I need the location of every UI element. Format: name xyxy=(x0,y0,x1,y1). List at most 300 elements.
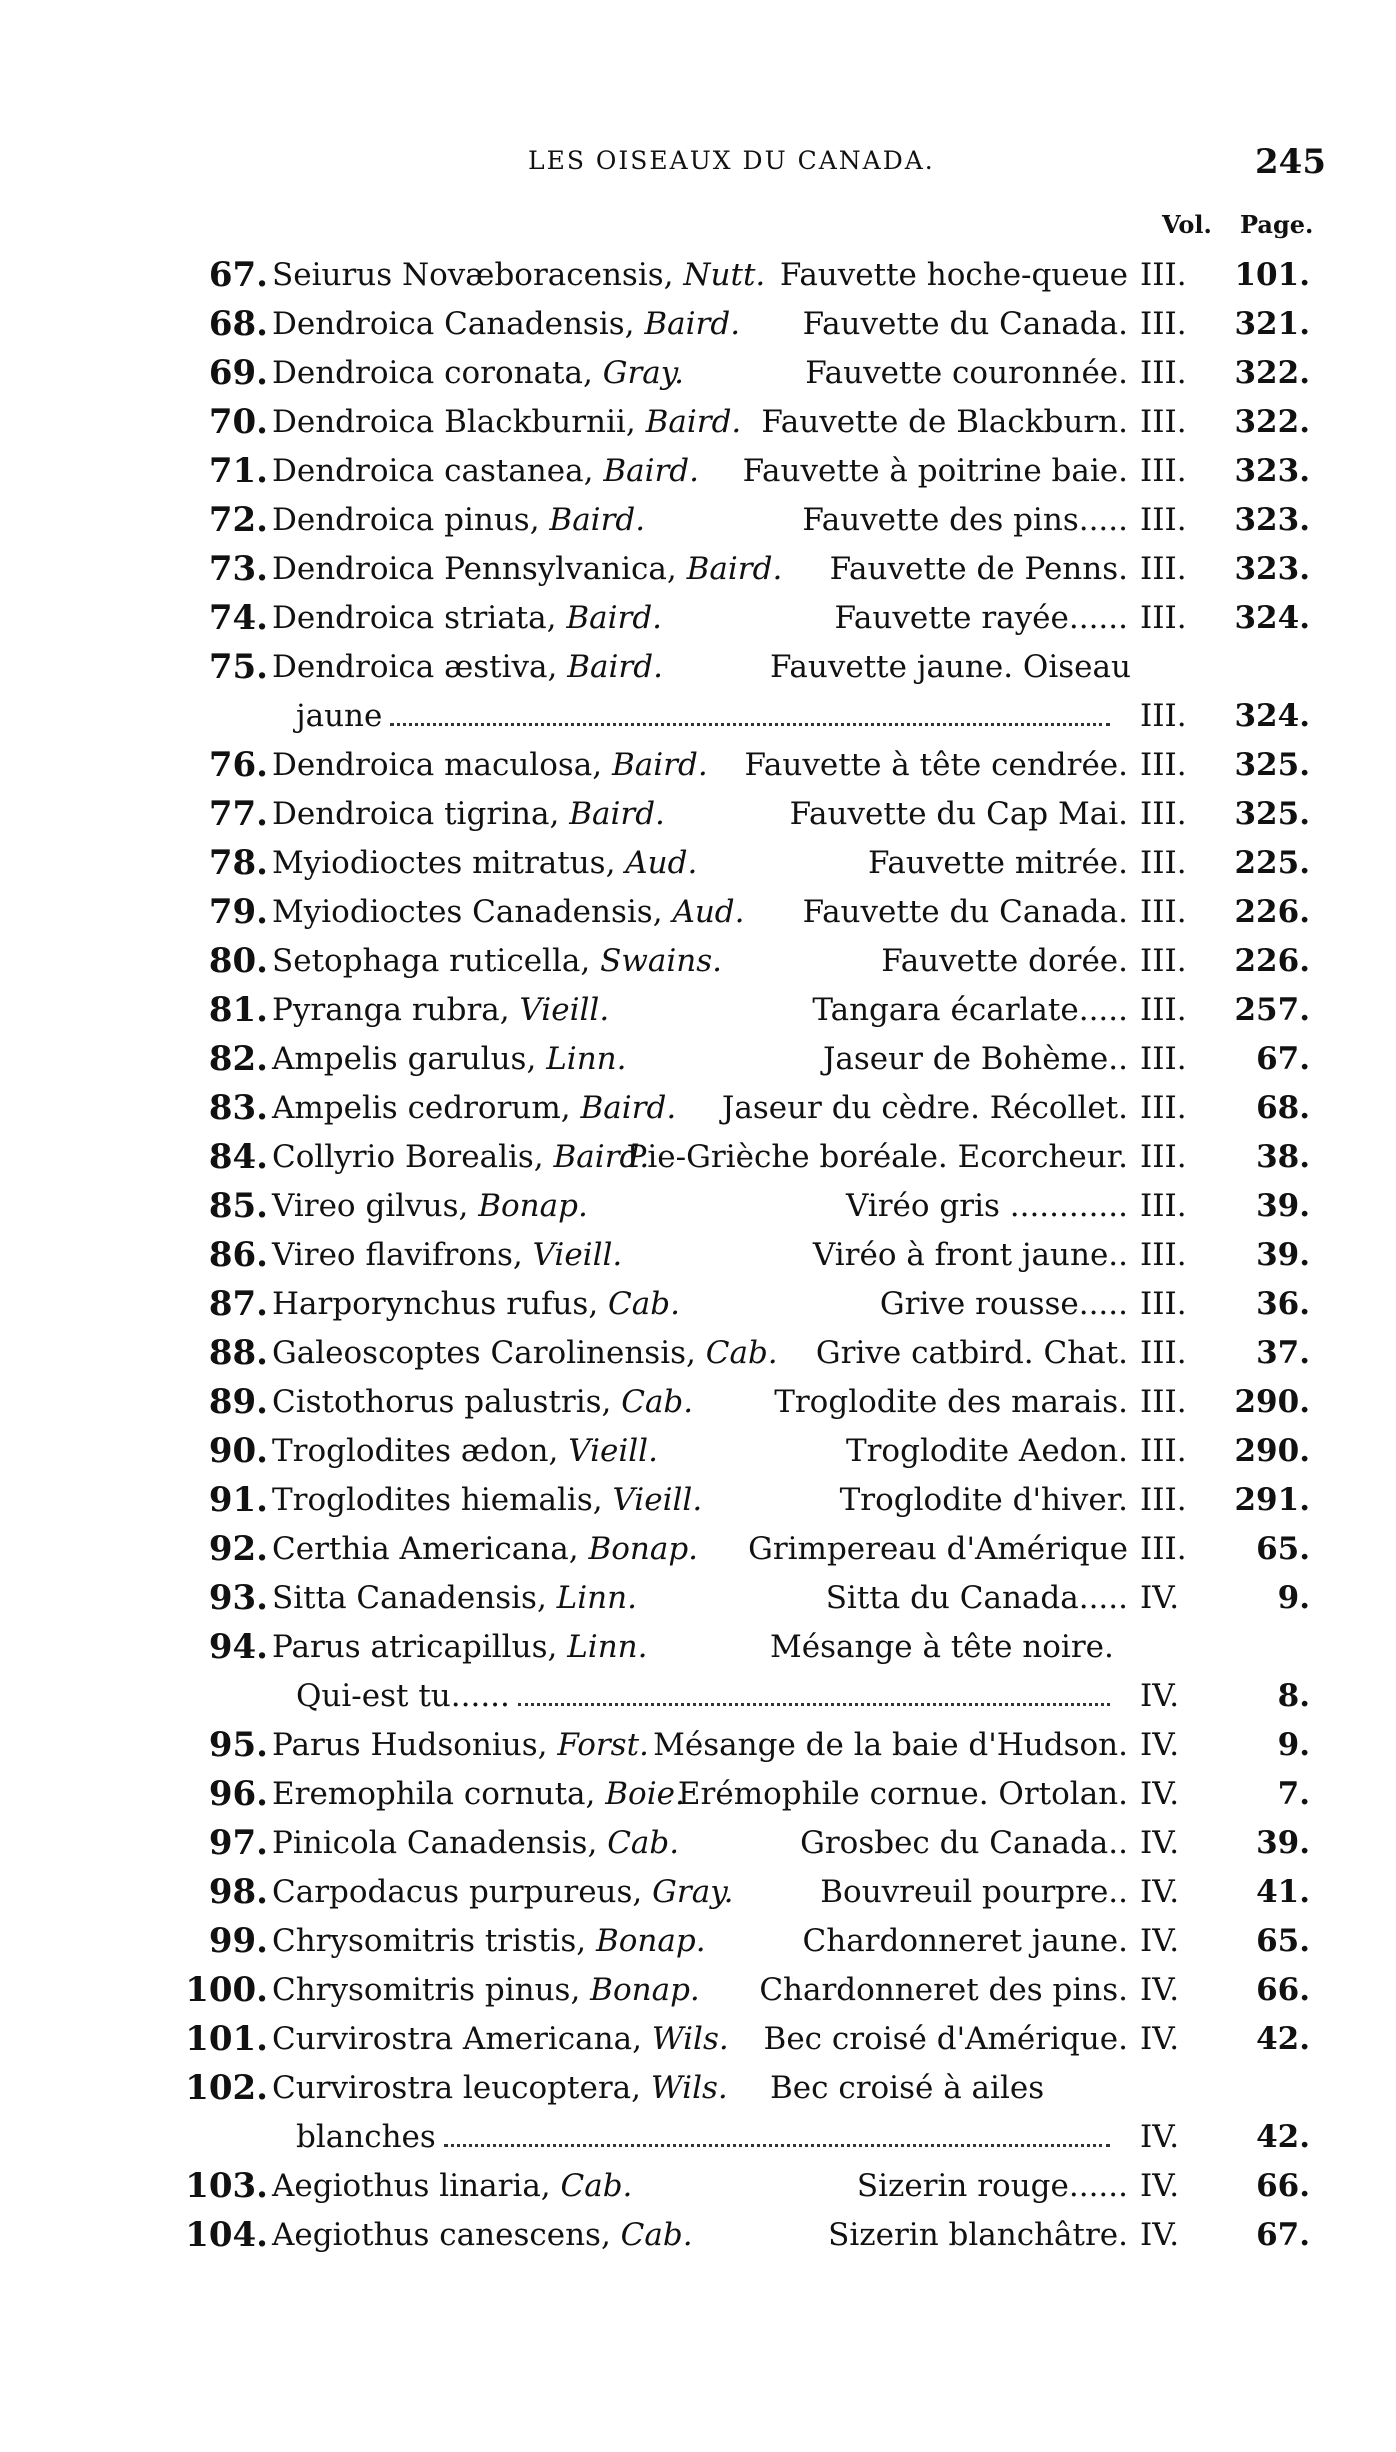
list-item xyxy=(0,1477,1396,1526)
page-ref: 225. xyxy=(1234,845,1310,881)
volume-ref: III. xyxy=(1140,1384,1187,1420)
entry-number: 68. xyxy=(208,304,268,344)
french-name: Fauvette mitrée. xyxy=(868,845,1128,881)
entry-line xyxy=(0,644,1396,693)
french-name: Fauvette du Cap Mai. xyxy=(789,796,1128,832)
scientific-name xyxy=(272,992,609,1028)
scientific-name-text: Sitta Canadensis, xyxy=(272,1580,547,1616)
authority-name: Cab. xyxy=(608,1286,680,1322)
authority-name: Gray. xyxy=(652,1874,734,1910)
authority-name: Aud. xyxy=(672,894,745,930)
page-ref: 101. xyxy=(1234,257,1310,293)
list-item xyxy=(0,252,1396,301)
scientific-name-text: Curvirostra Americana, xyxy=(272,2021,642,2057)
authority-name: Baird. xyxy=(580,1090,677,1126)
entry-number: 91. xyxy=(208,1480,268,1520)
entry-number: 86. xyxy=(208,1235,268,1275)
entry-line xyxy=(0,1379,1396,1428)
authority-name: Wils. xyxy=(650,2070,728,2106)
french-name: Fauvette du Canada. xyxy=(802,306,1128,342)
page-ref: 9. xyxy=(1277,1580,1310,1616)
scientific-name xyxy=(272,796,665,832)
entry-line xyxy=(0,1820,1396,1869)
scientific-name xyxy=(272,600,662,636)
entry-line xyxy=(0,301,1396,350)
scientific-name xyxy=(272,1580,637,1616)
volume-ref: III. xyxy=(1140,943,1187,979)
entry-number: 80. xyxy=(208,941,268,981)
volume-ref: III. xyxy=(1140,1041,1187,1077)
volume-ref: III. xyxy=(1140,404,1187,440)
scientific-name xyxy=(272,1090,676,1126)
entry-line xyxy=(0,2016,1396,2065)
entry-line xyxy=(0,2065,1396,2114)
entry-line xyxy=(0,1281,1396,1330)
entry-number: 69. xyxy=(208,353,268,393)
list-item xyxy=(0,1281,1396,1330)
volume-ref: IV. xyxy=(1140,1972,1180,2008)
volume-ref: IV. xyxy=(1140,1727,1180,1763)
volume-ref: IV. xyxy=(1140,1776,1180,1812)
authority-name: Swains. xyxy=(600,943,722,979)
scientific-name xyxy=(272,306,740,342)
entry-line xyxy=(0,252,1396,301)
volume-ref: III. xyxy=(1140,1237,1187,1273)
entry-continuation-line xyxy=(0,1673,1396,1722)
list-item xyxy=(0,595,1396,644)
volume-ref: IV. xyxy=(1140,1580,1180,1616)
entry-number: 92. xyxy=(208,1529,268,1569)
scientific-name xyxy=(272,1286,680,1322)
authority-name: Baird. xyxy=(612,747,708,783)
scientific-name xyxy=(272,2217,693,2253)
entry-line xyxy=(0,840,1396,889)
scientific-name xyxy=(272,943,722,979)
scientific-name-text: Dendroica Pennsylvanica, xyxy=(272,551,677,587)
page-ref: 39. xyxy=(1256,1188,1310,1224)
page-ref: 9. xyxy=(1277,1727,1310,1763)
authority-name: Baird. xyxy=(549,502,646,538)
entry-line xyxy=(0,595,1396,644)
entry-line xyxy=(0,938,1396,987)
french-name: Fauvette de Penns. xyxy=(829,551,1128,587)
entry-line xyxy=(0,448,1396,497)
list-item xyxy=(0,840,1396,889)
scientific-name-text: Pyranga rubra, xyxy=(272,992,510,1028)
entry-line xyxy=(0,1918,1396,1967)
scientific-name-text: Dendroica Blackburnii, xyxy=(272,404,636,440)
list-item xyxy=(0,497,1396,546)
french-name: Fauvette dorée. xyxy=(881,943,1128,979)
entry-line xyxy=(0,2212,1396,2261)
volume-ref: III. xyxy=(1140,453,1187,489)
page-ref: 8. xyxy=(1277,1678,1310,1714)
volume-ref: III. xyxy=(1140,845,1187,881)
scientific-name xyxy=(272,453,699,489)
entry-line xyxy=(0,350,1396,399)
entry-number: 83. xyxy=(208,1088,268,1128)
page-ref: 36. xyxy=(1256,1286,1310,1322)
page-ref: 257. xyxy=(1234,992,1310,1028)
scientific-name-text: Dendroica maculosa, xyxy=(272,747,603,783)
entry-number: 99. xyxy=(208,1921,268,1961)
french-name: Bouvreuil pourpre.. xyxy=(820,1874,1128,1910)
french-name: Fauvette des pins..... xyxy=(802,502,1128,538)
list-item xyxy=(0,742,1396,791)
authority-name: Baird. xyxy=(553,1139,650,1175)
list-item xyxy=(0,546,1396,595)
entry-line xyxy=(0,1134,1396,1183)
list-item xyxy=(0,1526,1396,1575)
page-ref: 38. xyxy=(1256,1139,1310,1175)
volume-ref: III. xyxy=(1140,1286,1187,1322)
scientific-name-text: Myiodioctes Canadensis, xyxy=(272,894,663,930)
french-name: Fauvette couronnée. xyxy=(805,355,1128,391)
french-name: Viréo gris ............ xyxy=(845,1188,1128,1224)
scientific-name xyxy=(272,257,765,293)
scientific-name-text: Aegiothus canescens, xyxy=(272,2217,611,2253)
entry-line xyxy=(0,497,1396,546)
scientific-name-text: Vireo flavifrons, xyxy=(272,1237,523,1273)
scientific-name xyxy=(272,1139,649,1175)
page-ref: 68. xyxy=(1256,1090,1310,1126)
entry-number: 102. xyxy=(185,2068,268,2108)
entry-number: 93. xyxy=(208,1578,268,1618)
list-item xyxy=(0,1036,1396,1085)
entry-number: 88. xyxy=(208,1333,268,1373)
entry-line xyxy=(0,1428,1396,1477)
volume-ref: III. xyxy=(1140,1335,1187,1371)
page-ref: 323. xyxy=(1234,502,1310,538)
page-ref: 290. xyxy=(1234,1433,1310,1469)
authority-name: Vieill. xyxy=(532,1237,623,1273)
french-name: Fauvette de Blackburn. xyxy=(761,404,1128,440)
scientific-name-text: Myiodioctes mitratus, xyxy=(272,845,616,881)
page-ref: 42. xyxy=(1256,2021,1310,2057)
entry-number: 78. xyxy=(208,843,268,883)
french-name: Jaseur de Bohème.. xyxy=(822,1041,1128,1077)
volume-ref: III. xyxy=(1140,698,1187,734)
scientific-name-text: Dendroica pinus, xyxy=(272,502,540,538)
entry-line xyxy=(0,742,1396,791)
scientific-name xyxy=(272,747,708,783)
list-item xyxy=(0,2016,1396,2065)
page-ref: 324. xyxy=(1234,698,1310,734)
list-item xyxy=(0,1134,1396,1183)
scientific-name-text: Carpodacus purpureus, xyxy=(272,1874,643,1910)
page-ref: 37. xyxy=(1256,1335,1310,1371)
continuation-text: jaune xyxy=(296,698,383,734)
list-item xyxy=(0,1771,1396,1820)
scientific-name-text: Troglodites hiemalis, xyxy=(272,1482,603,1518)
scientific-name xyxy=(272,1482,702,1518)
french-name: Bec croisé d'Amérique. xyxy=(763,2021,1128,2057)
list-item xyxy=(0,1232,1396,1281)
volume-ref: III. xyxy=(1140,306,1187,342)
page-ref: 290. xyxy=(1234,1384,1310,1420)
volume-ref: III. xyxy=(1140,1188,1187,1224)
list-item xyxy=(0,448,1396,497)
french-name: Mésange de la baie d'Hudson. xyxy=(653,1727,1128,1763)
authority-name: Baird. xyxy=(644,306,741,342)
scientific-name xyxy=(272,649,663,685)
french-name: Sitta du Canada..... xyxy=(825,1580,1128,1616)
dot-leader xyxy=(390,722,1110,726)
scientific-name xyxy=(272,1629,647,1665)
volume-ref: III. xyxy=(1140,1090,1187,1126)
scientific-name xyxy=(272,2070,728,2106)
list-item xyxy=(0,938,1396,987)
list-item xyxy=(0,1575,1396,1624)
page-ref: 322. xyxy=(1234,404,1310,440)
entry-line xyxy=(0,2163,1396,2212)
volume-ref: III. xyxy=(1140,1433,1187,1469)
scientific-name-text: Chrysomitris pinus, xyxy=(272,1972,581,2008)
page-ref: 322. xyxy=(1234,355,1310,391)
scientific-name xyxy=(272,1237,622,1273)
authority-name: Baird. xyxy=(686,551,783,587)
page-ref: 7. xyxy=(1277,1776,1310,1812)
species-list xyxy=(0,252,1396,2261)
page-ref: 226. xyxy=(1234,943,1310,979)
volume-ref: IV. xyxy=(1140,2168,1180,2204)
entry-line xyxy=(0,1624,1396,1673)
scientific-name-text: Aegiothus linaria, xyxy=(272,2168,551,2204)
list-item xyxy=(0,1820,1396,1869)
page-ref: 324. xyxy=(1234,600,1310,636)
scientific-name xyxy=(272,1776,685,1812)
entry-number: 84. xyxy=(208,1137,268,1177)
french-name: Fauvette hoche-queue xyxy=(779,257,1128,293)
authority-name: Vieill. xyxy=(568,1433,658,1469)
list-item xyxy=(0,2212,1396,2261)
scientific-name xyxy=(272,502,645,538)
page-ref: 291. xyxy=(1234,1482,1310,1518)
volume-ref: IV. xyxy=(1140,2119,1180,2155)
french-name: Sizerin blanchâtre. xyxy=(828,2217,1128,2253)
scientific-name-text: Dendroica coronata, xyxy=(272,355,593,391)
page-ref: 323. xyxy=(1234,453,1310,489)
entry-number: 72. xyxy=(208,500,268,540)
scientific-name-text: Dendroica striata, xyxy=(272,600,557,636)
entry-number: 76. xyxy=(208,745,268,785)
scientific-name-text: Cistothorus palustris, xyxy=(272,1384,612,1420)
french-name: Sizerin rouge...... xyxy=(856,2168,1128,2204)
scientific-name-text: Troglodites ædon, xyxy=(272,1433,559,1469)
volume-ref: IV. xyxy=(1140,1825,1180,1861)
volume-ref: III. xyxy=(1140,600,1187,636)
french-name: Chardonneret des pins. xyxy=(759,1972,1128,2008)
authority-name: Boie. xyxy=(605,1776,685,1812)
french-name: Fauvette rayée...... xyxy=(834,600,1128,636)
entry-number: 101. xyxy=(185,2019,268,2059)
dot-leader xyxy=(444,2143,1110,2147)
authority-name: Vieill. xyxy=(519,992,610,1028)
volume-ref: III. xyxy=(1140,894,1187,930)
authority-name: Gray. xyxy=(602,355,685,391)
entry-number: 104. xyxy=(185,2215,268,2255)
running-title: LES OISEAUX DU CANADA. xyxy=(528,146,935,175)
scientific-name-text: Parus Hudsonius, xyxy=(272,1727,548,1763)
continuation xyxy=(296,698,1118,734)
volume-ref: III. xyxy=(1140,1139,1187,1175)
entry-number: 96. xyxy=(208,1774,268,1814)
list-item xyxy=(0,1918,1396,1967)
scientific-name-text: Ampelis cedrorum, xyxy=(272,1090,571,1126)
entry-line xyxy=(0,889,1396,938)
scientific-name-text: Dendroica tigrina, xyxy=(272,796,560,832)
volume-ref: III. xyxy=(1140,747,1187,783)
volume-ref: IV. xyxy=(1140,2021,1180,2057)
entry-number: 90. xyxy=(208,1431,268,1471)
volume-ref: III. xyxy=(1140,1531,1187,1567)
authority-name: Baird. xyxy=(645,404,742,440)
entry-line xyxy=(0,1967,1396,2016)
list-item xyxy=(0,1722,1396,1771)
authority-name: Linn. xyxy=(546,1041,627,1077)
authority-name: Vieill. xyxy=(612,1482,703,1518)
list-item xyxy=(0,889,1396,938)
list-item xyxy=(0,301,1396,350)
entry-line xyxy=(0,1330,1396,1379)
french-name: Erémophile cornue. Ortolan. xyxy=(677,1776,1128,1812)
continuation-text: Qui-est tu...... xyxy=(296,1678,510,1714)
scientific-name xyxy=(272,894,745,930)
french-name: Fauvette à poitrine baie. xyxy=(742,453,1128,489)
entry-line xyxy=(0,1526,1396,1575)
list-item xyxy=(0,1428,1396,1477)
scientific-name-text: Dendroica æstiva, xyxy=(272,649,558,685)
french-name: Chardonneret jaune. xyxy=(802,1923,1128,1959)
volume-ref: III. xyxy=(1140,257,1187,293)
authority-name: Linn. xyxy=(556,1580,637,1616)
page-ref: 67. xyxy=(1256,1041,1310,1077)
authority-name: Bonap. xyxy=(590,1972,700,2008)
scientific-name-text: Eremophila cornuta, xyxy=(272,1776,596,1812)
entry-number: 81. xyxy=(208,990,268,1030)
authority-name: Aud. xyxy=(625,845,698,881)
list-item xyxy=(0,1330,1396,1379)
scientific-name xyxy=(272,1041,626,1077)
authority-name: Bonap. xyxy=(478,1188,588,1224)
volume-ref: III. xyxy=(1140,355,1187,391)
page-ref: 67. xyxy=(1256,2217,1310,2253)
scientific-name xyxy=(272,845,697,881)
page-ref: 323. xyxy=(1234,551,1310,587)
authority-name: Forst. xyxy=(557,1727,649,1763)
entry-number: 71. xyxy=(208,451,268,491)
authority-name: Cab. xyxy=(620,2217,693,2253)
entry-number: 77. xyxy=(208,794,268,834)
entry-number: 89. xyxy=(208,1382,268,1422)
authority-name: Linn. xyxy=(567,1629,648,1665)
page-ref: 39. xyxy=(1256,1237,1310,1273)
volume-ref: III. xyxy=(1140,992,1187,1028)
column-header-page: Page. xyxy=(1240,210,1314,239)
volume-ref: IV. xyxy=(1140,1874,1180,1910)
page-ref: 42. xyxy=(1256,2119,1310,2155)
scientific-name xyxy=(272,1825,679,1861)
french-name: Fauvette du Canada. xyxy=(802,894,1128,930)
authority-name: Nutt. xyxy=(683,257,766,293)
scientific-name xyxy=(272,1874,733,1910)
scientific-name-text: Dendroica Canadensis, xyxy=(272,306,635,342)
entry-number: 95. xyxy=(208,1725,268,1765)
authority-name: Bonap. xyxy=(595,1923,706,1959)
entry-number: 87. xyxy=(208,1284,268,1324)
scientific-name xyxy=(272,1972,700,2008)
entry-number: 85. xyxy=(208,1186,268,1226)
scientific-name-text: Galeoscoptes Carolinensis, xyxy=(272,1335,696,1371)
entry-number: 67. xyxy=(208,255,268,295)
scientific-name xyxy=(272,551,782,587)
list-item xyxy=(0,644,1396,742)
scientific-name xyxy=(272,1188,588,1224)
volume-ref: III. xyxy=(1140,502,1187,538)
scientific-name-text: Seiurus Novæboracensis, xyxy=(272,257,674,293)
page-ref: 321. xyxy=(1234,306,1310,342)
list-item xyxy=(0,987,1396,1036)
list-item xyxy=(0,2065,1396,2163)
column-headers xyxy=(0,210,1396,244)
scientific-name-text: Setophaga ruticella, xyxy=(272,943,591,979)
entry-line xyxy=(0,1183,1396,1232)
volume-ref: IV. xyxy=(1140,1678,1180,1714)
page-ref: 325. xyxy=(1234,747,1310,783)
entry-number: 97. xyxy=(208,1823,268,1863)
list-item xyxy=(0,2163,1396,2212)
authority-name: Baird. xyxy=(567,649,663,685)
authority-name: Baird. xyxy=(603,453,700,489)
running-head xyxy=(0,142,1396,182)
entry-line xyxy=(0,546,1396,595)
scientific-name-text: Pinicola Canadensis, xyxy=(272,1825,598,1861)
continuation-text: blanches xyxy=(296,2119,436,2155)
continuation xyxy=(296,1678,1118,1714)
entry-number: 82. xyxy=(208,1039,268,1079)
list-item xyxy=(0,1624,1396,1722)
page-ref: 65. xyxy=(1256,1923,1310,1959)
scientific-name xyxy=(272,1384,693,1420)
volume-ref: III. xyxy=(1140,796,1187,832)
scientific-name-text: Certhia Americana, xyxy=(272,1531,579,1567)
scientific-name xyxy=(272,1335,778,1371)
entry-number: 70. xyxy=(208,402,268,442)
french-name: Troglodite des marais. xyxy=(774,1384,1128,1420)
scientific-name xyxy=(272,1531,698,1567)
scientific-name-text: Vireo gilvus, xyxy=(272,1188,469,1224)
french-name: Bec croisé à ailes xyxy=(770,2070,1045,2106)
column-header-vol: Vol. xyxy=(1162,210,1212,239)
french-name: Fauvette à tête cendrée. xyxy=(744,747,1128,783)
french-name: Fauvette jaune. Oiseau xyxy=(770,649,1131,685)
scientific-name xyxy=(272,2168,632,2204)
french-name: Troglodite d'hiver. xyxy=(839,1482,1128,1518)
entry-line xyxy=(0,987,1396,1036)
list-item xyxy=(0,1379,1396,1428)
french-name: Jaseur du cèdre. Récollet. xyxy=(721,1090,1128,1126)
scientific-name-text: Collyrio Borealis, xyxy=(272,1139,544,1175)
entry-number: 79. xyxy=(208,892,268,932)
scientific-name-text: Ampelis garulus, xyxy=(272,1041,537,1077)
page-ref: 39. xyxy=(1256,1825,1310,1861)
french-name: Mésange à tête noire. xyxy=(770,1629,1114,1665)
scientific-name xyxy=(272,2021,729,2057)
entry-line xyxy=(0,1232,1396,1281)
entry-number: 103. xyxy=(185,2166,268,2206)
list-item xyxy=(0,399,1396,448)
authority-name: Baird. xyxy=(566,600,663,636)
